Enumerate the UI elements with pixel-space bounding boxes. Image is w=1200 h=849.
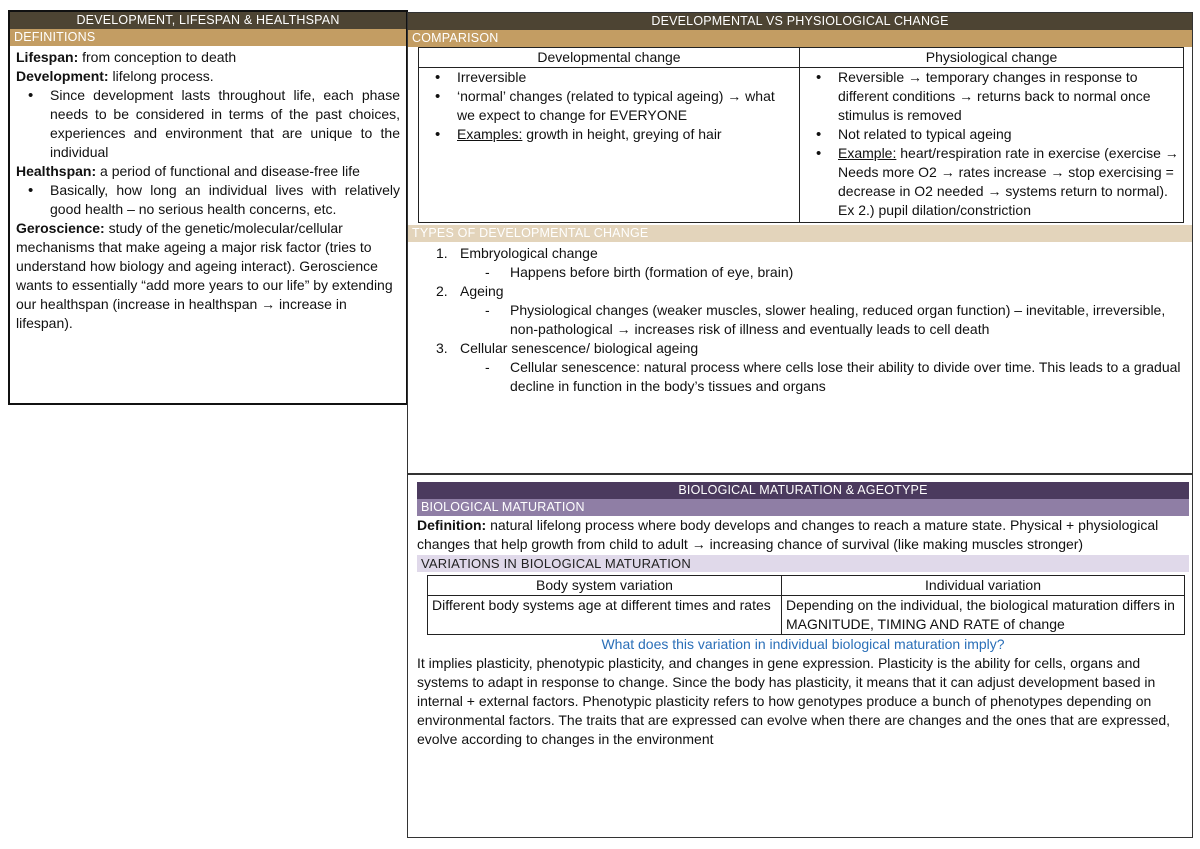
column-header: Physiological change — [800, 48, 1184, 68]
comparison-table — [418, 47, 1184, 223]
question-heading: What does this variation in individual biological maturation imply? — [601, 636, 1005, 652]
body-variation-cell: Different body systems age at different times and rates — [428, 596, 782, 635]
list-item: • Not related to typical ageing — [804, 125, 1179, 144]
developmental-list — [423, 68, 795, 144]
dash-marker: - — [485, 359, 490, 375]
individual-variation-cell: Depending on the individual, the biological maturation differs in MAGNITUDE, TIMING AND RATE of change — [782, 596, 1185, 635]
item-number: 1. — [436, 245, 448, 261]
biological-maturation-panel — [407, 474, 1193, 838]
healthspan-bullets — [16, 181, 400, 219]
panel-title: DEVELOPMENT, LIFESPAN & HEALTHSPAN — [10, 12, 406, 29]
list-item: • Basically, how long an individual lives with relatively good health – no serious health concerns, etc. — [16, 181, 400, 219]
lifespan-definition — [16, 48, 400, 67]
item-text: Embryological change — [460, 245, 598, 261]
sub-item-text: Happens before birth (formation of eye, brain) — [510, 264, 794, 280]
definition-text: study of the genetic/molecular/cellular mechanisms that make ageing a major risk factor (tries to understand how biology and ageing interact). Geroscience wants to essentially “add more years to our life” by extending our healthspan (increase in healthspan → increase in lifespan). — [16, 220, 393, 331]
term: Lifespan: — [16, 49, 79, 65]
example-label: Example: — [838, 145, 897, 161]
item-number: 2. — [436, 283, 448, 299]
list-item: • Since development lasts throughout life, each phase needs to be considered in terms of the past choices, experiences and environment that are unique to the individual — [16, 86, 400, 162]
panel-title: BIOLOGICAL MATURATION & AGEOTYPE — [417, 482, 1189, 499]
examples-text: growth in height, greying of hair — [522, 126, 722, 142]
examples-label: Examples: — [457, 126, 523, 142]
section-subtitle: VARIATIONS IN BIOLOGICAL MATURATION — [417, 555, 1189, 572]
table-row — [419, 68, 1184, 223]
sub-item — [460, 263, 1192, 282]
term: Definition: — [417, 517, 487, 533]
term: Geroscience: — [16, 220, 105, 236]
list-item: • Reversible → temporary changes in response to different conditions → returns back to normal once stimulus is removed — [804, 68, 1179, 125]
list-item — [423, 125, 795, 144]
maturation-inner — [408, 475, 1192, 749]
panel-title: DEVELOPMENTAL VS PHYSIOLOGICAL CHANGE — [408, 13, 1192, 30]
variation-table — [427, 575, 1185, 635]
table-row — [428, 596, 1185, 635]
dash-marker: - — [485, 302, 490, 318]
sub-item-text: Physiological changes (weaker muscles, slower healing, reduced organ function) – inevitable, irreversible, non-pathological → increases risk of illness and eventually leads to cell death — [510, 302, 1166, 337]
section-subtitle: BIOLOGICAL MATURATION — [417, 499, 1189, 516]
table-header-row — [428, 576, 1185, 596]
definition-paragraph — [417, 516, 1189, 554]
item-text: Ageing — [460, 283, 504, 299]
sub-item-text: Cellular senescence: natural process where cells lose their ability to divide over time. This leads to a gradual decline in function in the body’s tissues and organs — [510, 359, 1181, 394]
sub-item — [460, 301, 1192, 339]
section-subtitle: COMPARISON — [408, 30, 1192, 47]
physiological-cell — [800, 68, 1184, 223]
dash-marker: - — [485, 264, 490, 280]
section-subtitle: DEFINITIONS — [10, 29, 406, 46]
definitions-content — [10, 46, 406, 333]
item-number: 3. — [436, 340, 448, 356]
example-text: heart/respiration rate in exercise (exercise → Needs more O2 → rates increase → stop exercising = decrease in O2 needed → systems return to normal). Ex 2.) pupil dilation/constriction — [838, 145, 1179, 218]
list-item — [804, 144, 1179, 220]
list-item — [436, 339, 1192, 396]
list-item: • ‘normal’ changes (related to typical ageing) → what we expect to change for EVERYONE — [423, 87, 795, 125]
sub-item — [460, 358, 1192, 396]
section-subtitle: TYPES OF DEVELOPMENTAL CHANGE — [408, 225, 1192, 242]
definition-text: a period of functional and disease-free life — [96, 163, 360, 179]
development-bullets — [16, 86, 400, 162]
definitions-panel — [8, 10, 408, 405]
term: Healthspan: — [16, 163, 97, 179]
list-item: • Irreversible — [423, 68, 795, 87]
geroscience-definition — [16, 219, 400, 333]
healthspan-definition — [16, 162, 400, 181]
column-header: Developmental change — [419, 48, 800, 68]
item-text: Cellular senescence/ biological ageing — [460, 340, 699, 356]
definition-text: from conception to death — [78, 49, 237, 65]
term: Development: — [16, 68, 109, 84]
definition-text: natural lifelong process where body develops and changes to reach a mature state. Physical + physiological changes that help growth from child to adult → increasing chance of survival (like making muscles stronger) — [417, 517, 1159, 552]
column-header: Body system variation — [428, 576, 782, 596]
answer-paragraph: It implies plasticity, phenotypic plasticity, and changes in gene expression. Plasticity is the ability for cells, organs and systems to adapt in response to change. Since the body has plasticity, it means that it can adjust development based in internal + external factors. Phenotypic plasticity refers to how genotypes produce a bunch of phenotypes depending on environmental factors. The traits that are expressed can evolve when there are changes and the ones that are expressed, evolve according to changes in the environment — [417, 655, 1171, 747]
table-header-row — [419, 48, 1184, 68]
column-header: Individual variation — [782, 576, 1185, 596]
developmental-cell — [419, 68, 800, 223]
types-list — [408, 244, 1192, 396]
list-item — [436, 282, 1192, 339]
change-comparison-panel — [407, 12, 1193, 474]
physiological-list — [804, 68, 1179, 220]
list-item — [436, 244, 1192, 282]
definition-text: lifelong process. — [108, 68, 214, 84]
development-definition — [16, 67, 400, 86]
